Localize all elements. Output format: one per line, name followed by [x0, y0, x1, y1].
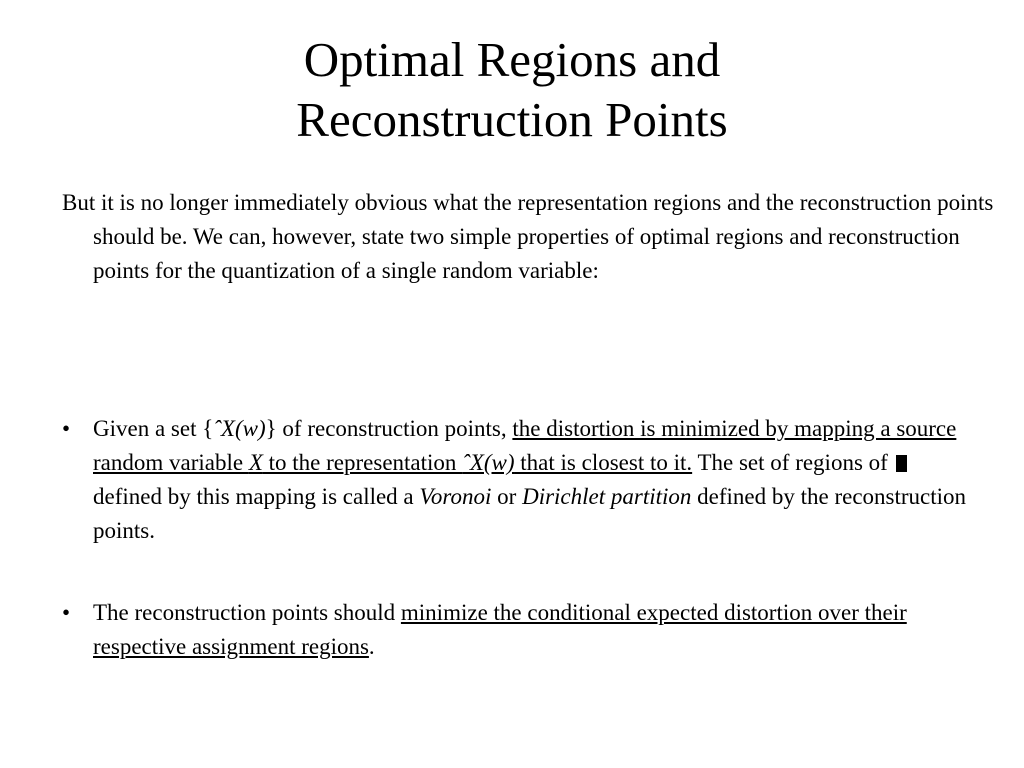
bullet1-text-9: The set of regions of [692, 450, 894, 475]
bullet-marker: • [62, 600, 71, 625]
bullet2-underlined: minimize the conditional expected distortion over their respective assignment regions [93, 600, 907, 659]
reconstruction-symbol: ˆX(w) [213, 416, 266, 441]
bullet-item-voronoi [62, 412, 967, 548]
source-variable-symbol: X [248, 450, 263, 475]
bullet2-text-3: . [368, 634, 375, 659]
bullet2-text-1: The reconstruction points should [93, 600, 401, 625]
bullet1-text-12: or [491, 484, 523, 509]
representation-symbol: ˆX(w) [462, 450, 515, 475]
bullet1-text-1: Given a set { [93, 416, 214, 441]
missing-glyph-icon [896, 455, 907, 472]
bullet1-underlined-1: the distortion is minimized by mapping a source random variable [93, 416, 957, 475]
voronoi-term: Voronoi [419, 484, 492, 509]
dirichlet-term: Dirichlet partition [522, 484, 692, 509]
bullet1-underlined-3: that is closest to it. [514, 450, 693, 475]
bullet1-text-14: defined by the reconstruction points. [93, 484, 967, 543]
bullet-marker: • [62, 416, 71, 441]
intro-paragraph: But it is no longer immediately obvious what the representation regions and the reconstruction points should be. We can, however, state two simple properties of optimal regions and reconstruction points for the quantization of a single random variable: [62, 190, 994, 283]
slide-title [0, 30, 1024, 150]
bullet1-text-10: defined by this mapping is called a [93, 484, 420, 509]
title-line-1: Optimal Regions and [303, 32, 721, 87]
bullet-item-reconstruction [62, 596, 967, 664]
bullet1-underlined-2: to the representation [262, 450, 463, 475]
bullet1-text-3: } of reconstruction points, [265, 416, 513, 441]
title-line-2: Reconstruction Points [296, 92, 728, 147]
